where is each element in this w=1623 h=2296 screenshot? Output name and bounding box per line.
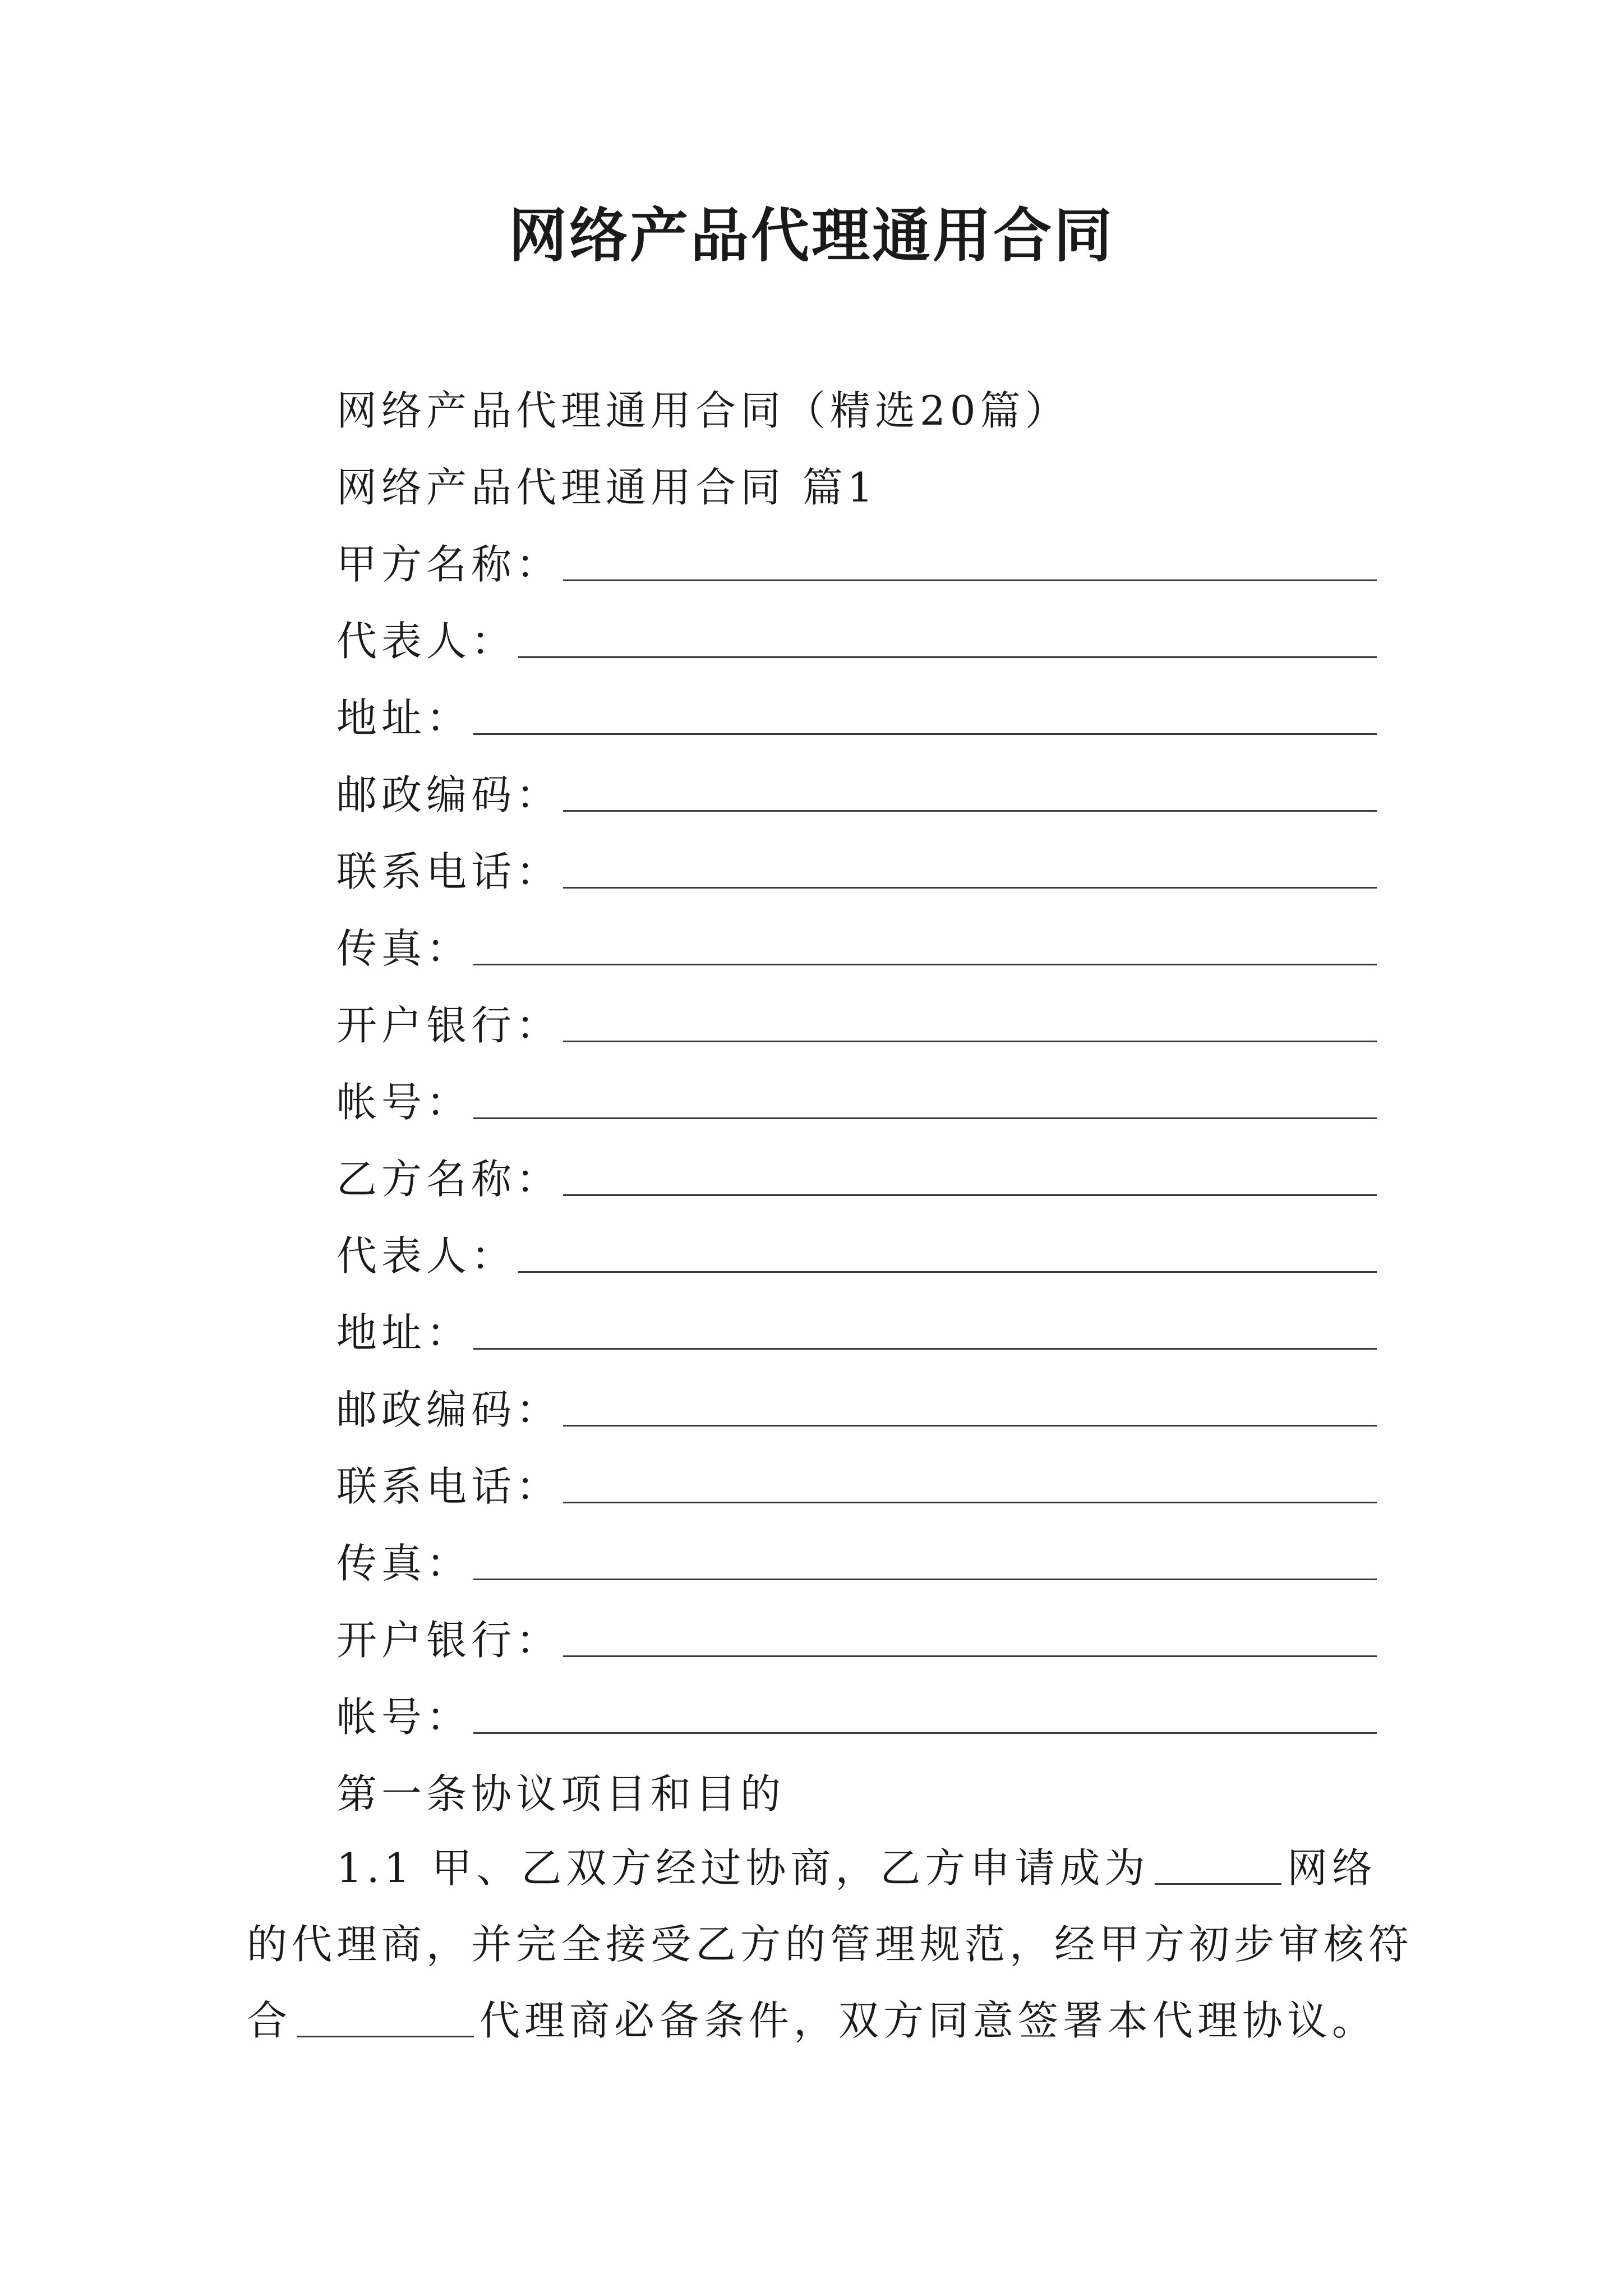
field-label: 传真： — [336, 1540, 472, 1587]
party-b-bank-field — [336, 1607, 1377, 1674]
field-label: 代表人： — [336, 618, 517, 665]
field-label: 地址： — [336, 1309, 472, 1356]
party-b-name-field — [336, 1145, 1377, 1213]
fill-in-blank — [473, 1317, 1377, 1350]
paragraph-text: 1.1 甲、乙双方经过协商，乙方申请成为 — [336, 1844, 1150, 1892]
field-label: 联系电话： — [336, 1463, 561, 1510]
field-label: 邮政编码： — [336, 1386, 561, 1433]
fill-in-blank — [473, 1086, 1377, 1119]
party-a-postcode-field — [336, 761, 1377, 829]
field-label: 传真： — [336, 925, 472, 972]
field-label: 地址： — [336, 694, 472, 742]
party-b-address-field — [336, 1299, 1377, 1366]
party-a-address-field — [336, 684, 1377, 752]
fill-in-blank — [473, 702, 1377, 735]
field-label: 联系电话： — [336, 848, 561, 895]
field-label: 帐号： — [336, 1694, 472, 1741]
article-1-heading: 第一条协议项目和目的 — [336, 1770, 786, 1818]
fill-in-blank — [563, 779, 1377, 812]
field-label: 邮政编码： — [336, 771, 561, 818]
paragraph-text: 合 — [247, 1997, 292, 2044]
fill-in-blank — [518, 625, 1377, 658]
party-a-account-field — [336, 1069, 1377, 1136]
fill-in-blank — [563, 1163, 1377, 1196]
fill-in-blank — [563, 1470, 1377, 1503]
fill-in-blank — [297, 2004, 474, 2037]
fill-in-blank — [473, 1547, 1377, 1580]
party-b-postcode-field — [336, 1376, 1377, 1443]
party-a-name-field — [336, 531, 1377, 598]
party-b-representative-field — [336, 1222, 1377, 1290]
fill-in-blank — [473, 1701, 1377, 1734]
party-a-phone-field — [336, 838, 1377, 905]
field-label: 乙方名称： — [336, 1156, 561, 1203]
fill-in-blank — [1155, 1852, 1281, 1885]
field-label: 代表人： — [336, 1232, 517, 1280]
party-b-account-field — [336, 1683, 1377, 1751]
field-label: 开户银行： — [336, 1002, 561, 1049]
paragraph-text: 的代理商，并完全接受乙方的管理规范，经甲方初步审核符 — [247, 1921, 1414, 1968]
field-label: 开户银行： — [336, 1617, 561, 1664]
party-b-fax-field — [336, 1530, 1377, 1597]
party-a-representative-field — [336, 608, 1377, 675]
party-a-fax-field — [336, 915, 1377, 982]
paragraph-text: 代理商必备条件，双方同意签署本代理协议。 — [479, 1997, 1377, 2044]
article-1-paragraph — [247, 1830, 1414, 2059]
fill-in-blank — [563, 1393, 1377, 1427]
party-b-phone-field — [336, 1453, 1377, 1520]
document-subtitle: 网络产品代理通用合同（精选20篇） — [336, 387, 1070, 434]
fill-in-blank — [563, 855, 1377, 889]
paragraph-line — [247, 1982, 1377, 2059]
party-a-bank-field — [336, 992, 1377, 1059]
fill-in-blank — [563, 1009, 1377, 1042]
document-title: 网络产品代理通用合同 — [508, 201, 1114, 270]
fill-in-blank — [518, 1240, 1377, 1273]
field-label: 甲方名称： — [336, 541, 561, 588]
fill-in-blank — [563, 1624, 1377, 1657]
fill-in-blank — [473, 932, 1377, 965]
section-heading: 网络产品代理通用合同 篇1 — [336, 464, 878, 511]
paragraph-line — [247, 1830, 1377, 1906]
paragraph-line — [247, 1906, 1414, 1982]
field-label: 帐号： — [336, 1079, 472, 1126]
paragraph-text: 网络 — [1287, 1844, 1377, 1892]
fill-in-blank — [563, 548, 1377, 581]
